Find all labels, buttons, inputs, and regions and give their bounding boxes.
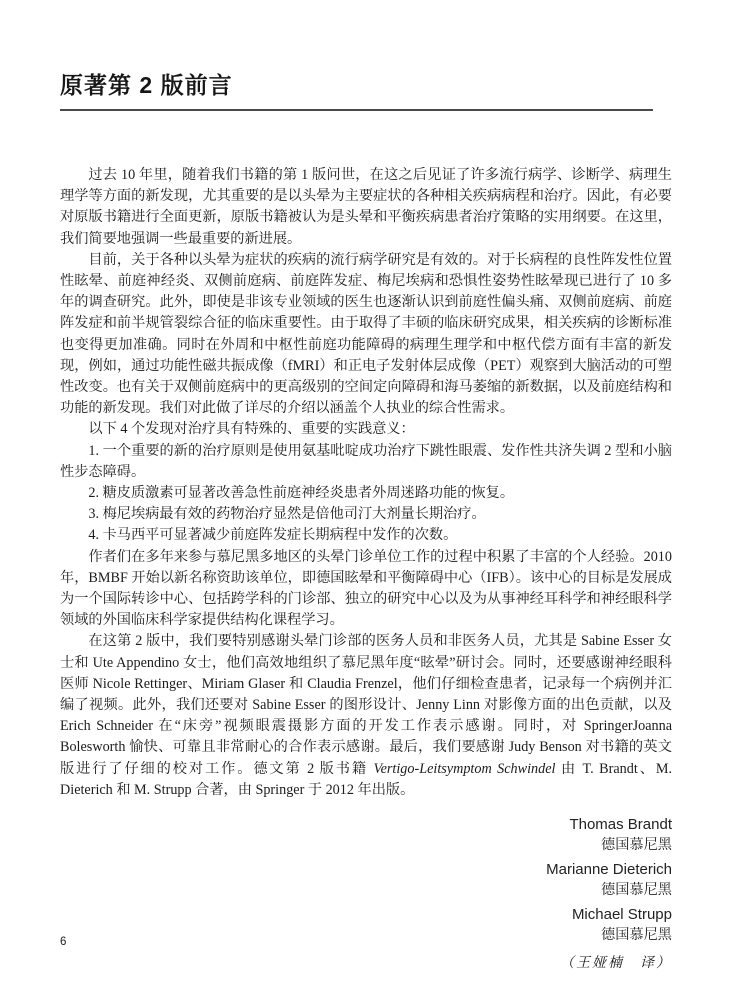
acknowledgements-text-pre: 在这第 2 版中，我们要特别感谢头晕门诊部的医务人员和非医务人员，尤其是 Sabine Esser 女士和 Ute Appendino 女士，他们高效地组织了慕尼黑年度“眩晕”研讨会。同时，还要感谢神经眼科医师 Nicole Rettinger、Miriam Glaser 和 Claudia Frenzel，他们仔细检查患者，记录每一个病例并汇编了视频。此外，我们还要对 Sabine Esser 的图形设计、Jenny Linn 对影像方面的出色贡献，以及 Erich Schneider 在“床旁”视频眼震摄影方面的开发工作表示感谢。同时，对 SpringerJoanna Bolesworth 愉快、可靠且非常耐心的合作表示感谢。最后，我们要感谢 Judy Benson 对书籍的英文版进行了仔细的校对工作。德文第 2 版书籍 xyxy=(60,633,672,777)
finding-item-3: 3. 梅尼埃病最有效的药物治疗显然是倍他司汀大剂量长期治疗。 xyxy=(88,506,486,523)
finding-item-2: 2. 糖皮质激素可显著改善急性前庭神经炎患者外周迷路功能的恢复。 xyxy=(88,485,515,502)
header-rule xyxy=(60,109,653,111)
paragraph-acknowledgements xyxy=(60,631,672,801)
author-location: 德国慕尼黑 xyxy=(601,837,672,854)
signature-block xyxy=(60,815,672,974)
author-location: 德国慕尼黑 xyxy=(601,882,672,899)
preface-content xyxy=(60,165,672,974)
finding-item-1: 1. 一个重要的新的治疗原则是使用氨基吡啶成功治疗下跳性眼震、发作性共济失调 2 型和小脑性步态障碍。 xyxy=(60,442,672,480)
paragraph-authors-experience: 作者们在多年来参与慕尼黑多地区的头晕门诊单位工作的过程中积累了丰富的个人经验。2010 年，BMBF 开始以新名称资助该单位，即德国眩晕和平衡障碍中心（IFB）。该中心的目标是发展成为一个国际转诊中心、包括跨学科的门诊部、独立的研究中心以及为从事神经耳科学和神经眼科学领域的外国临床科学家提供结构化课程学习。 xyxy=(60,548,672,629)
page-number: 6 xyxy=(60,936,67,948)
findings-list-intro: 以下 4 个发现对治疗具有特殊的、重要的实践意义： xyxy=(88,421,415,438)
paragraph-epidemiology: 目前，关于各种以头晕为症状的疾病的流行病学研究是有效的。对于长病程的良性阵发性位置性眩晕、前庭神经炎、双侧前庭病、前庭阵发症、梅尼埃病和恐惧性姿势性眩晕现已进行了 10 多年的调查研究。此外，即使是非该专业领域的医生也逐渐认识到前庭性偏头痛、双侧前庭病、前庭阵发症和前半规管裂综合征的临床重要性。由于取得了丰硕的临床研究成果，相关疾病的诊断标准也变得更加准确。同时在外周和中枢性前庭功能障碍的病理生理学和中枢代偿方面有丰富的新发现，例如，通过功能性磁共振成像（fMRI）和正电子发射体层成像（PET）观察到大脑活动的可塑性改变。也有关于双侧前庭病中的更高级别的空间定向障碍和海马萎缩的新数据，以及前庭结构和功能的新发现。我们对此做了详尽的介绍以涵盖个人执业的综合性需求。 xyxy=(60,251,672,417)
acknowledgements-text-post: 由 T. Brandt、M. Dieterich 和 M. Strupp 合著，由 Springer 于 2012 年出版。 xyxy=(60,760,672,798)
translator-note: （王娅楠 译） xyxy=(560,956,672,972)
signature-author-3 xyxy=(60,905,672,945)
paragraph-updates-overview: 过去 10 年里，随着我们书籍的第 1 版问世，在这之后见证了许多流行病学、诊断学、病理生理学等方面的新发现，尤其重要的是以头晕为主要症状的各种相关疾病病程和治疗。因此，有必要对原版书籍进行全面更新，原版书籍被认为是头晕和平衡疾病患者治疗策略的实用纲要。在这里，我们简要地强调一些最重要的新进展。 xyxy=(60,167,672,247)
author-name: Michael Strupp xyxy=(571,906,672,924)
german-book-title: Vertigo-Leitsymptom Schwindel xyxy=(373,760,556,777)
chapter-title: 原著第 2 版前言 xyxy=(60,72,233,98)
signature-author-2 xyxy=(60,860,672,900)
finding-item-4: 4. 卡马西平可显著减少前庭阵发症长期病程中发作的次数。 xyxy=(88,527,458,544)
signature-author-1 xyxy=(60,815,672,855)
author-name: Thomas Brandt xyxy=(569,816,672,834)
chapter-header xyxy=(60,0,672,111)
author-name: Marianne Dieterich xyxy=(546,861,672,879)
author-location: 德国慕尼黑 xyxy=(601,927,672,944)
